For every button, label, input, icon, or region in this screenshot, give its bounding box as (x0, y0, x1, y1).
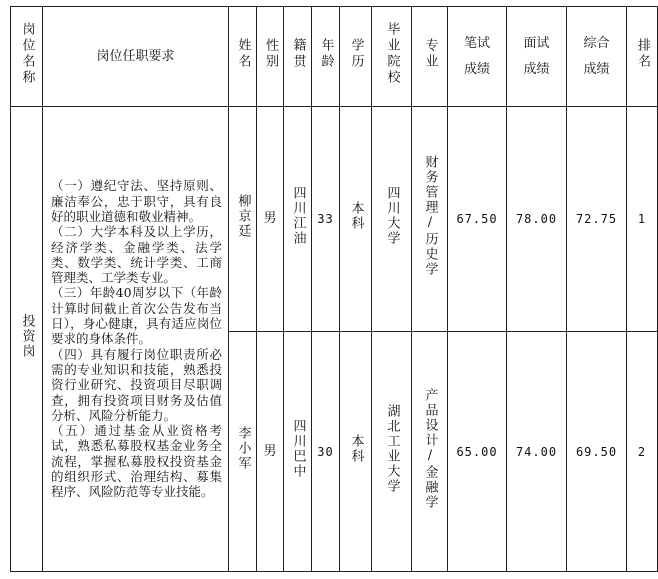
cell-major: 产品设计/金融学 (412, 332, 448, 572)
header-school: 毕业院校 (372, 7, 412, 107)
cell-age: 33 (312, 107, 340, 332)
position-cell: 投资岗 (11, 107, 43, 572)
header-position: 岗位名称 (11, 7, 43, 107)
header-written: 笔试 成绩 (448, 7, 507, 107)
header-age: 年龄 (312, 7, 340, 107)
cell-gender: 男 (257, 332, 284, 572)
cell-rank: 1 (627, 107, 658, 332)
cell-name: 柳京廷 (229, 107, 257, 332)
cell-native: 四川巴中 (284, 332, 312, 572)
cell-rank: 2 (627, 332, 658, 572)
header-major: 专业 (412, 7, 448, 107)
cell-total-score: 69.50 (567, 332, 627, 572)
requirement-item: （三）年龄40周岁以下（年龄计算时间截止首次公告发布当日），身心健康，具有适应岗位要求的身体条件。 (51, 285, 222, 347)
cell-interview-score: 74.00 (507, 332, 567, 572)
cell-total-score: 72.75 (567, 107, 627, 332)
cell-age: 30 (312, 332, 340, 572)
cell-written-score: 67.50 (448, 107, 507, 332)
requirements-cell (43, 107, 229, 572)
header-rank: 排名 (627, 7, 658, 107)
cell-school: 湖北工业大学 (372, 332, 412, 572)
cell-native: 四川江油 (284, 107, 312, 332)
requirement-item: （二）大学本科及以上学历，经济学类、金融学类、法学类、数学类、统计学类、工商管理类、工学类专业。 (51, 224, 222, 286)
cell-education: 本科 (340, 332, 372, 572)
cell-interview-score: 78.00 (507, 107, 567, 332)
candidate-table (10, 6, 658, 572)
table-row (11, 107, 658, 332)
cell-gender: 男 (257, 107, 284, 332)
requirement-item: （一）遵纪守法、坚持原则、廉洁奉公，忠于职守，具有良好的职业道德和敬业精神。 (51, 178, 222, 224)
header-education: 学历 (340, 7, 372, 107)
header-total: 综合 成绩 (567, 7, 627, 107)
requirement-item: （四）具有履行岗位职责所必需的专业知识和技能，熟悉投资行业研究、投资项目尽职调查，拥有投资项目财务及估值分析、风险分析能力。 (51, 346, 222, 423)
cell-name: 李小军 (229, 332, 257, 572)
header-requirements: 岗位任职要求 (43, 7, 229, 107)
cell-major: 财务管理/历史学 (412, 107, 448, 332)
cell-school: 四川大学 (372, 107, 412, 332)
cell-education: 本科 (340, 107, 372, 332)
header-row (11, 7, 658, 107)
header-name: 姓名 (229, 7, 257, 107)
cell-written-score: 65.00 (448, 332, 507, 572)
header-gender: 性别 (257, 7, 284, 107)
header-interview: 面试 成绩 (507, 7, 567, 107)
header-native: 籍贯 (284, 7, 312, 107)
requirement-item: （五）通过基金从业资格考试，熟悉私募股权基金业务全流程，掌握私募股权投资基金的组织形式、治理结构、募集程序、风险防范等专业技能。 (51, 423, 222, 500)
